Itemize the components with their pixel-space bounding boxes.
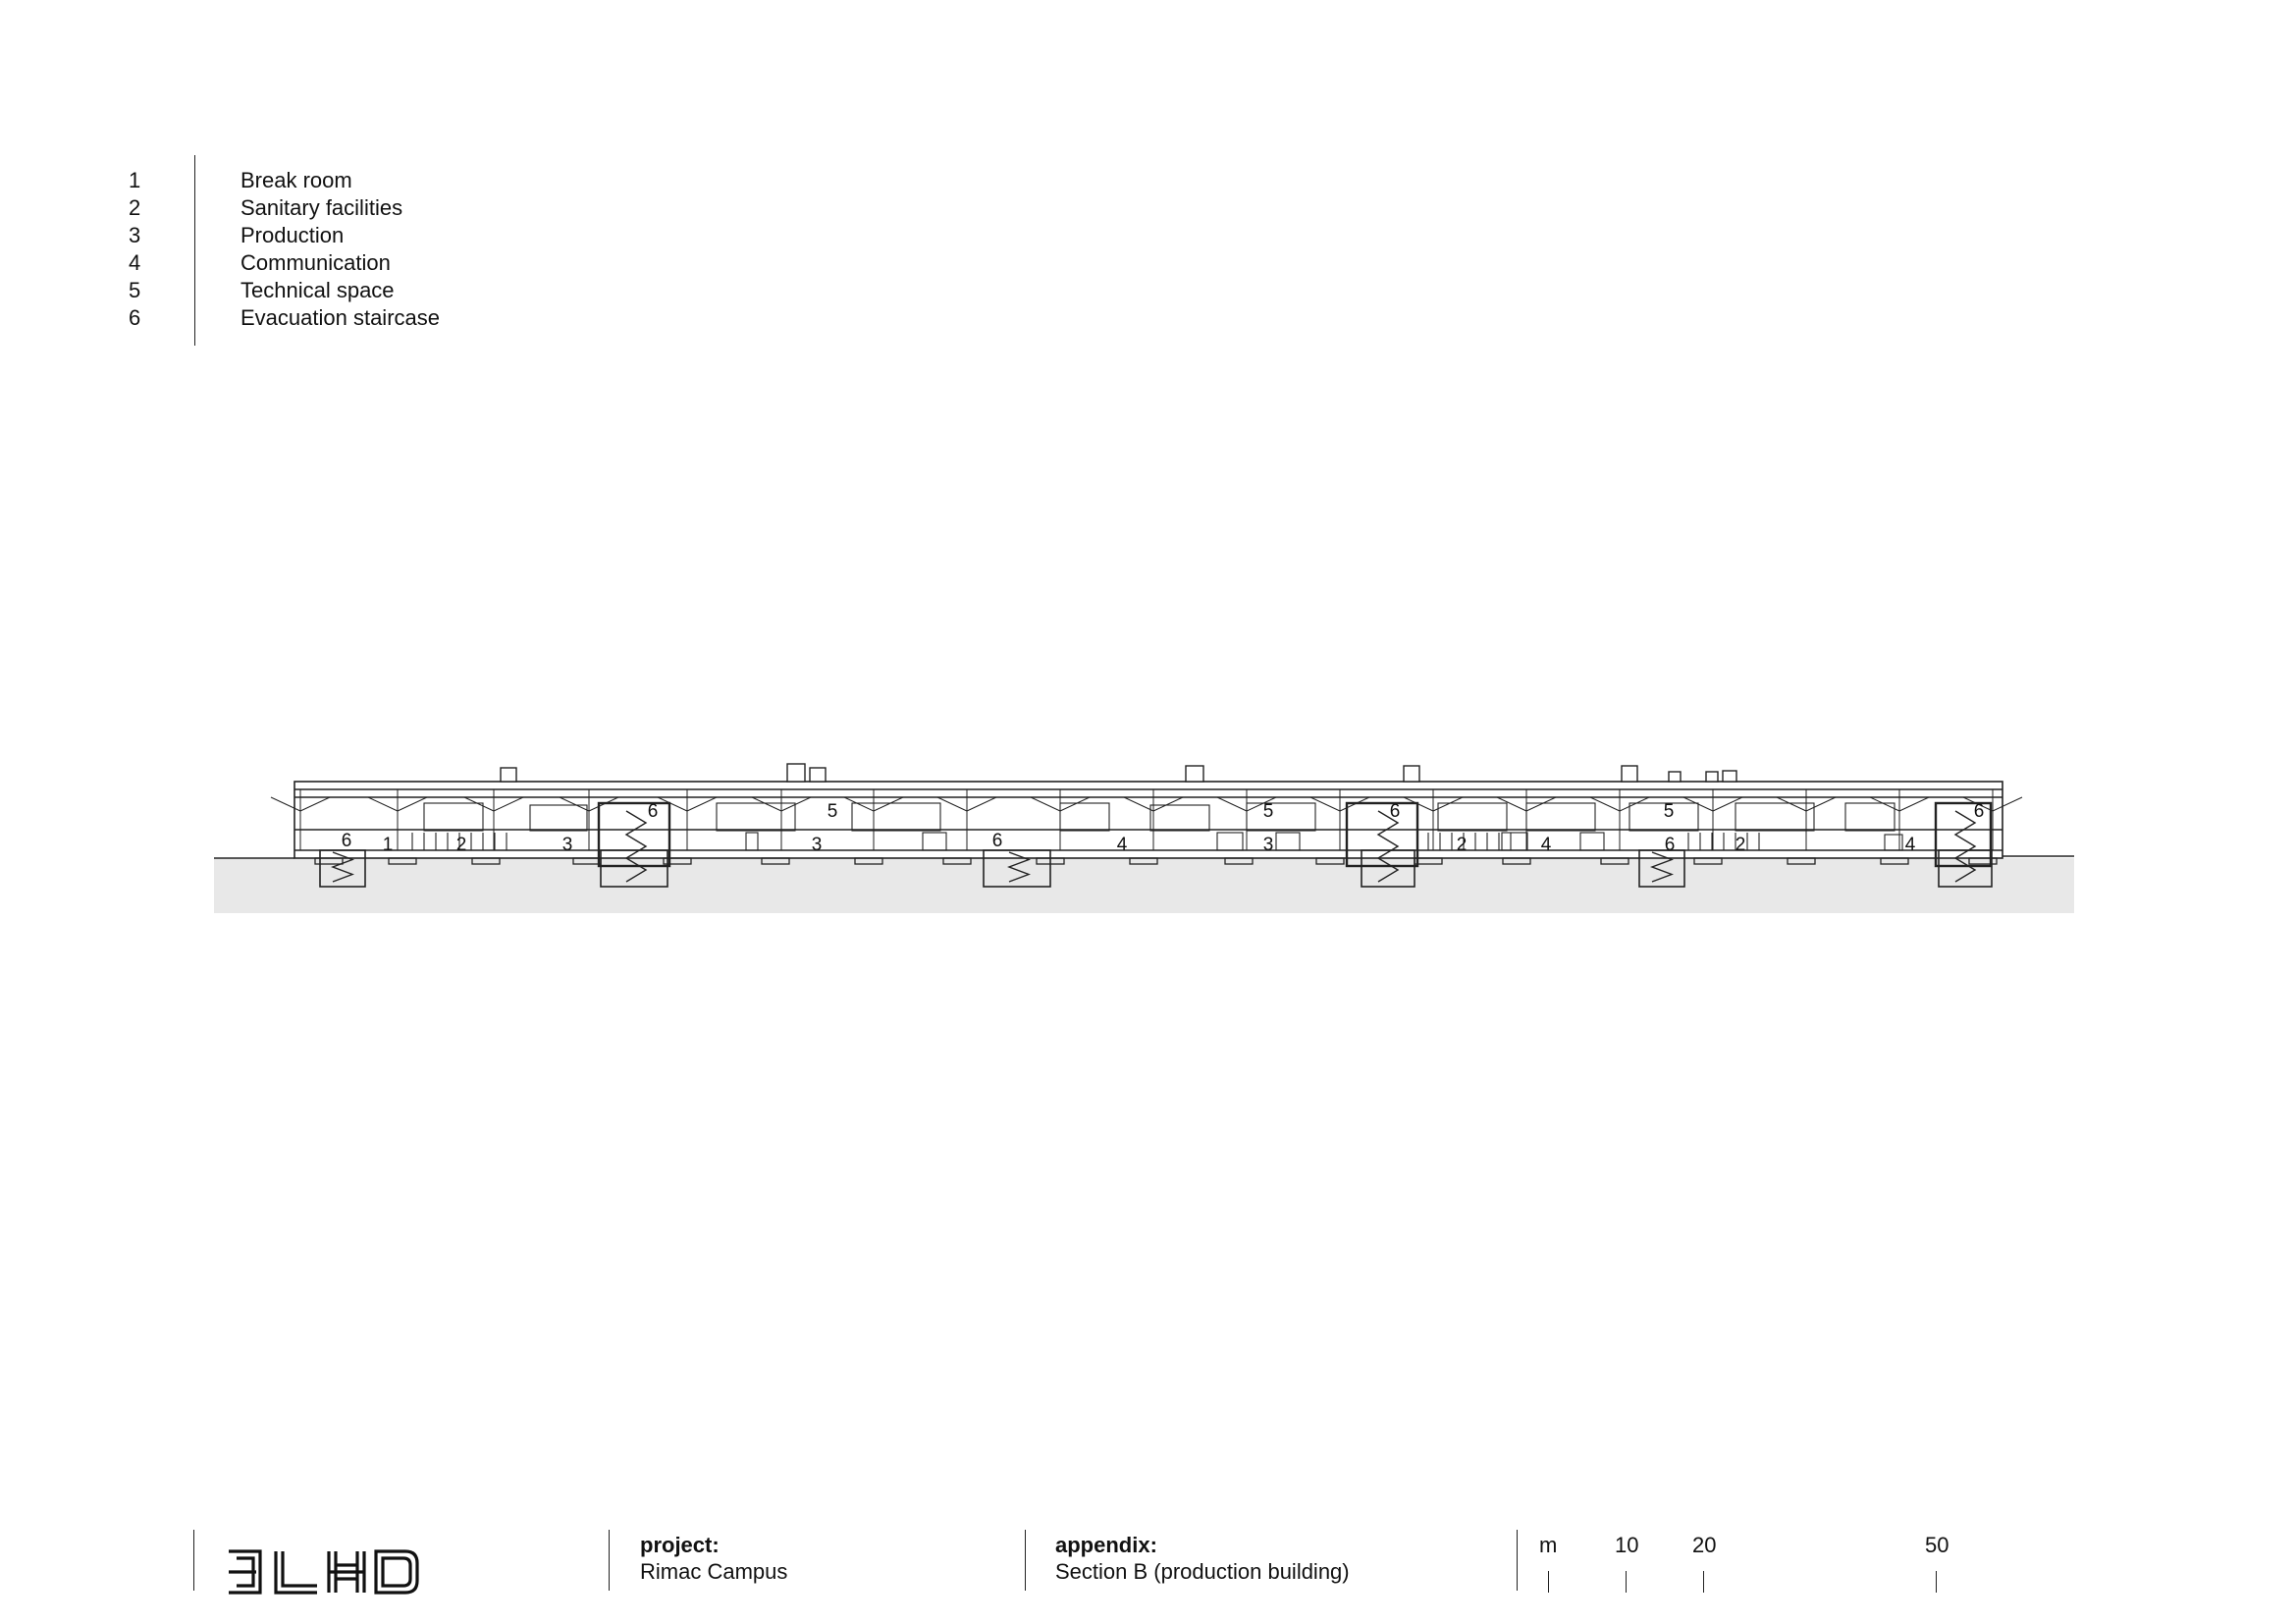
titleblock-divider [1517,1530,1518,1591]
appendix-name: Section B (production building) [1055,1559,1350,1584]
legend-number: 6 [129,305,141,330]
room-labels [342,801,1985,855]
legend-number: 2 [129,195,141,220]
scale-label: 10 [1615,1533,1639,1557]
truss-member [300,797,330,811]
room-label: 4 [1904,835,1916,855]
truss-member [464,797,494,811]
scale-tick [1936,1571,1937,1593]
truss-member [1806,797,1836,811]
rooftop-unit [1622,766,1637,782]
titleblock-divider [1025,1530,1026,1591]
partition [1526,803,1595,831]
scale-label: 20 [1692,1533,1717,1557]
truss-member [1060,797,1090,811]
titleblock-divider [609,1530,610,1591]
truss-member [781,797,811,811]
truss-member [752,797,781,811]
legend-number: 4 [129,250,141,275]
room-label: 3 [561,835,573,855]
rooftop-unit [1669,772,1681,782]
room-label: 4 [1540,835,1552,855]
truss-member [1497,797,1526,811]
scale-tick [1548,1571,1549,1593]
truss-member [967,797,996,811]
truss-member [1620,797,1649,811]
truss-member [368,797,398,811]
partition [1150,805,1209,831]
room-label: 3 [1262,835,1274,855]
room-label: 3 [811,835,823,855]
room-label: 2 [455,835,467,855]
ground [214,856,2074,913]
truss-member [494,797,523,811]
truss-member [1153,797,1183,811]
rooftop-units [501,764,1736,782]
room-label: 6 [1973,801,1985,822]
legend-label: Communication [240,250,391,275]
interior-partitions [412,803,1902,850]
partition [1845,803,1895,831]
doorway [1217,833,1243,850]
rooftop-unit [1404,766,1419,782]
rooftop-unit [787,764,805,782]
room-label: 6 [647,801,659,822]
truss-member [1217,797,1247,811]
rooftop-unit [501,768,516,782]
truss-member [271,797,300,811]
scale-tick [1626,1571,1627,1593]
scale-label: m [1539,1533,1558,1557]
doorway [1580,833,1604,850]
partition [1247,803,1315,831]
scale-label: 50 [1925,1533,1949,1557]
truss-member [1526,797,1556,811]
partition [1438,803,1507,831]
doorway [1276,833,1300,850]
legend-label: Technical space [240,278,395,302]
room-label: 2 [1456,835,1468,855]
room-label: 6 [341,831,352,851]
truss-member [1124,797,1153,811]
partition [717,803,795,831]
room-label: 1 [382,835,394,855]
appendix-heading: appendix: [1055,1533,1157,1557]
rooftop-unit [1723,771,1736,782]
rooftop-unit [1186,766,1203,782]
legend-label: Production [240,223,345,247]
room-label: 6 [1664,835,1676,855]
legend-number: 3 [129,223,141,247]
truss-member [1777,797,1806,811]
truss-member [1899,797,1929,811]
room-label: 4 [1116,835,1128,855]
legend-label: Evacuation staircase [240,305,440,330]
rooftop-unit [810,768,826,782]
room-label: 5 [827,801,838,822]
rooftop-unit [1706,772,1718,782]
doorway [746,833,758,850]
truss-member [560,797,589,811]
partition [1735,803,1814,831]
truss-member [1713,797,1742,811]
partition [530,805,587,831]
truss-member [874,797,903,811]
legend-number: 1 [129,168,141,192]
truss-member [1031,797,1060,811]
room-label: 2 [1735,835,1746,855]
titleblock-divider [193,1530,194,1591]
legend-number: 5 [129,278,141,302]
legend-label: Break room [240,168,352,192]
doorway [1502,833,1527,850]
truss-member [398,797,427,811]
legend-label: Sanitary facilities [240,195,403,220]
truss-member [687,797,717,811]
3lhd-logo [227,1549,419,1595]
scale-tick [1703,1571,1704,1593]
doorway [923,833,946,850]
room-label: 5 [1262,801,1274,822]
partition [424,803,483,831]
truss-member [937,797,967,811]
project-name: Rimac Campus [640,1559,788,1584]
stair-core-wall [599,803,669,866]
truss-member [844,797,874,811]
project-heading: project: [640,1533,720,1557]
room-label: 5 [1663,801,1675,822]
room-label: 6 [991,831,1003,851]
room-label: 6 [1389,801,1401,822]
truss-member [1993,797,2022,811]
